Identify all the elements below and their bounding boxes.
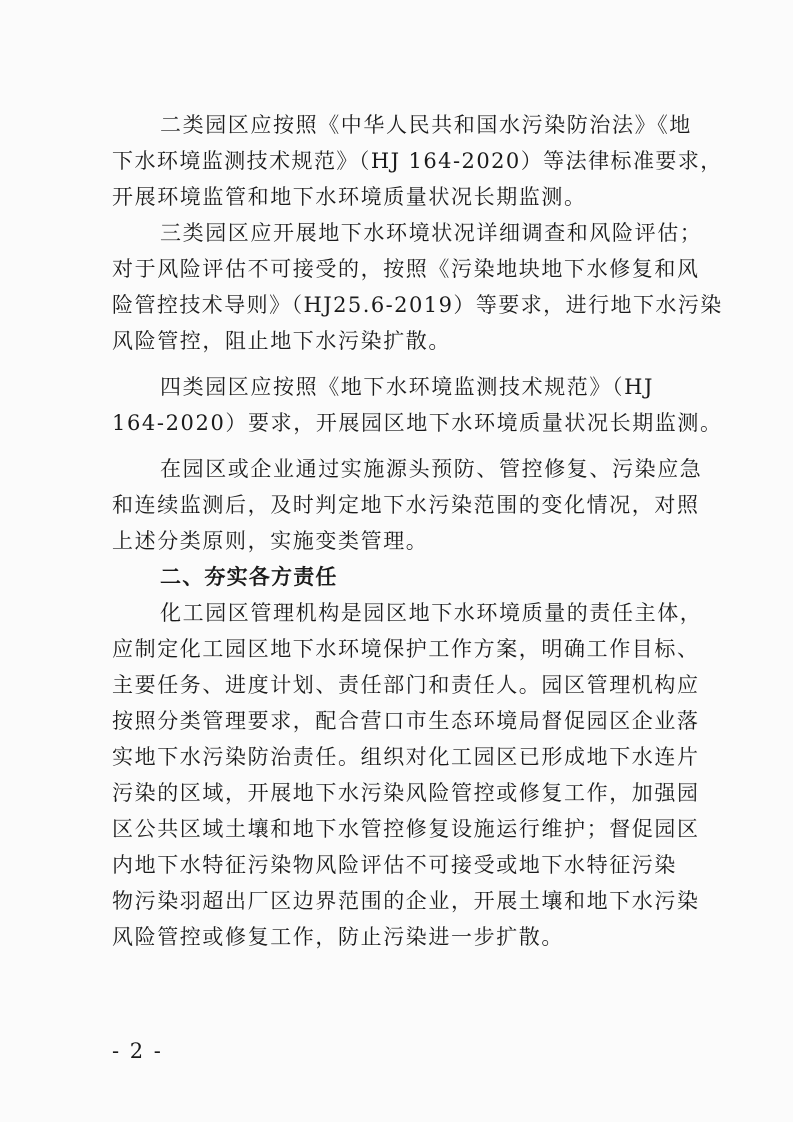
section-heading: 二、夯实各方责任 [160,565,338,589]
paragraph-1-line-3: 开展环境监管和地下水环境质量状况长期监测。 [112,185,587,209]
paragraph-3-line-2: 164-2020）要求，开展园区地下水环境质量状况长期监测。 [112,411,723,435]
paragraph-4-line-3: 上述分类原则，实施变类管理。 [112,529,429,553]
paragraph-1-line-2: 下水环境监测技术规范》（HJ 164-2020）等法律标准要求， [112,149,723,173]
paragraph-3-line-1: 四类园区应按照《地下水环境监测技术规范》（HJ [160,375,655,399]
paragraph-2-line-2: 对于风险评估不可接受的，按照《污染地块地下水修复和风 [112,257,700,281]
paragraph-5-line-10: 风险管控或修复工作，防止污染进一步扩散。 [112,925,564,949]
paragraph-5-line-5: 实地下水污染防治责任。组织对化工园区已形成地下水连片 [112,745,700,769]
paragraph-5-line-1: 化工园区管理机构是园区地下水环境质量的责任主体， [160,601,703,625]
paragraph-1-line-1: 二类园区应按照《中华人民共和国水污染防治法》《地 [160,113,692,137]
paragraph-5-line-9: 物污染羽超出厂区边界范围的企业，开展土壤和地下水污染 [112,889,700,913]
paragraph-5-line-8: 内地下水特征污染物风险评估不可接受或地下水特征污染 [112,853,677,877]
paragraph-5-line-4: 按照分类管理要求，配合营口市生态环境局督促园区企业落 [112,709,700,733]
page-number: - 2 - [112,1039,163,1063]
paragraph-5-line-7: 区公共区域土壤和地下水管控修复设施运行维护；督促园区 [112,817,700,841]
paragraph-4-line-2: 和连续监测后，及时判定地下水污染范围的变化情况，对照 [112,493,700,517]
paragraph-5-line-6: 污染的区域，开展地下水污染风险管控或修复工作，加强园 [112,781,700,805]
paragraph-5-line-2: 应制定化工园区地下水环境保护工作方案，明确工作目标、 [112,637,700,661]
paragraph-2-line-4: 风险管控，阻止地下水污染扩散。 [112,329,451,353]
paragraph-5-line-3: 主要任务、进度计划、责任部门和责任人。园区管理机构应 [112,673,700,697]
paragraph-2-line-1: 三类园区应开展地下水环境状况详细调查和风险评估； [160,221,703,245]
paragraph-4-line-1: 在园区或企业通过实施源头预防、管控修复、污染应急 [160,457,703,481]
paragraph-2-line-3: 险管控技术导则》（HJ25.6-2019）等要求，进行地下水污染 [112,293,723,317]
